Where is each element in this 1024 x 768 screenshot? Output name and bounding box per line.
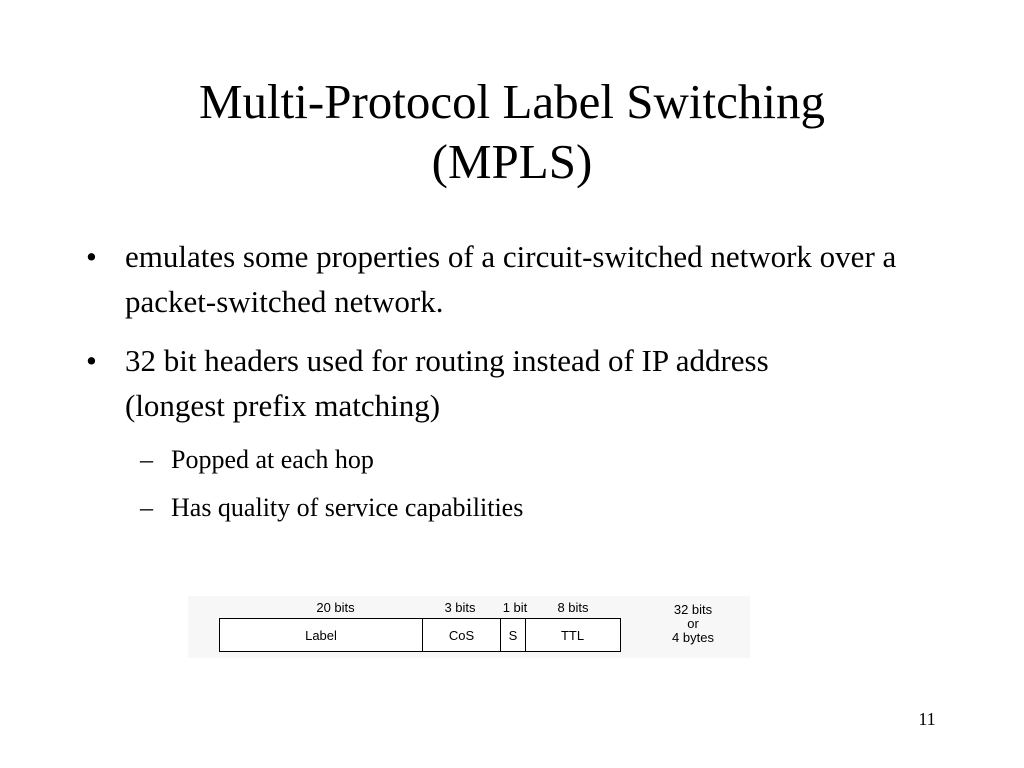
sub-bullet-item xyxy=(0,445,1024,475)
cos-field: CoS xyxy=(422,619,500,651)
bullet-item xyxy=(0,234,1024,324)
sub-bullet-text: Popped at each hop xyxy=(171,445,374,474)
mpls-header-diagram xyxy=(188,596,750,658)
slide-title-line-2: (MPLS) xyxy=(431,134,593,189)
total-size-line-3: 4 bytes xyxy=(672,630,714,645)
s-size: 1 bit xyxy=(502,600,528,615)
bullet-marker: • xyxy=(86,343,97,378)
ttl-size: 8 bits xyxy=(557,600,589,615)
bullet-text: emulates some properties of a circuit-switched network over a packet-switched network. xyxy=(125,239,897,319)
total-size-line-1: 32 bits xyxy=(673,602,713,617)
total-size-line-2: or xyxy=(687,616,699,631)
bullet-text: 32 bit headers used for routing instead of IP address (longest prefix matching) xyxy=(125,343,769,423)
sub-bullet-marker: – xyxy=(140,493,153,522)
s-field: S xyxy=(500,619,525,651)
label-field: Label xyxy=(305,627,337,643)
mpls-header-box xyxy=(219,618,621,652)
sub-bullet-text: Has quality of service capabilities xyxy=(171,493,524,522)
cos-size: 3 bits xyxy=(444,600,476,615)
total-size-note xyxy=(650,603,736,645)
sub-bullet-item xyxy=(0,493,1024,523)
slide-title-line-1: Multi-Protocol Label Switching xyxy=(198,74,826,129)
page-number: 11 xyxy=(918,709,936,729)
label-size: 20 bits xyxy=(316,600,355,615)
bullet-item xyxy=(0,338,1024,428)
bullet-marker: • xyxy=(86,239,97,274)
sub-bullet-marker: – xyxy=(140,445,153,474)
ttl-field: TTL xyxy=(525,619,619,651)
